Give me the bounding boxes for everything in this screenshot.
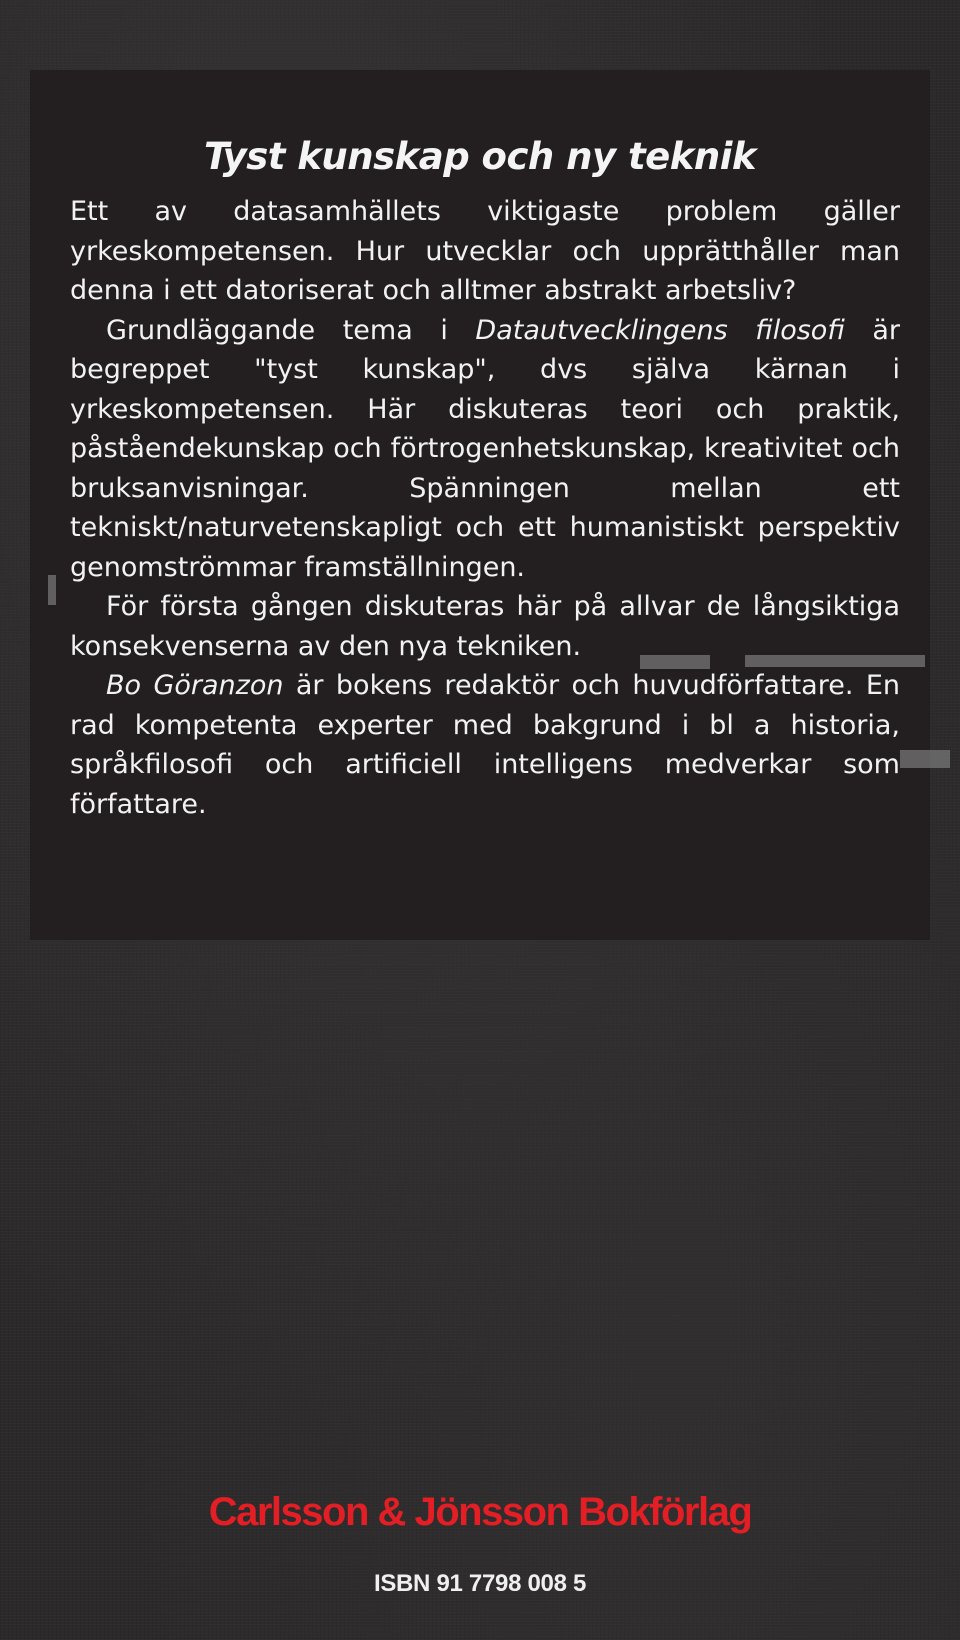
blurb-paragraph-4 (70, 666, 900, 824)
blurb-text: är bokens redaktör och huvudförfattare. En rad kompetenta experter med bakgrund i bl a historia, språkfilosofi och artificiell intelligens medverkar som författare. (70, 670, 900, 820)
scan-speck (745, 655, 925, 667)
book-title-italic: Datautvecklingens filosofi (475, 314, 845, 346)
scan-speck (48, 575, 56, 605)
blurb-text: Grundläggande tema i (106, 314, 476, 346)
editor-name-italic: Bo Göranzon (106, 670, 284, 701)
isbn: ISBN 91 7798 008 5 (373, 1570, 587, 1597)
publisher-name: Carlsson & Jönsson Bokförlag (208, 1490, 752, 1534)
scan-speck (640, 655, 710, 669)
blurb-text: För första gången diskuteras här på allvar de långsiktiga konsekvenserna av den nya tekniken. (70, 591, 900, 662)
cover-title: Tyst kunskap och ny teknik (203, 135, 756, 178)
blurb-paragraph-2 (70, 311, 900, 588)
blurb-paragraph-1 (70, 192, 900, 311)
blurb (70, 192, 900, 824)
blurb-text: är begreppet "tyst kunskap", dvs själva kärnan i yrkeskompetensen. Här diskuteras teori och praktik, påståendekunskap och förtrogenhetskunskap, kreativitet och bruksanvisningar. Spänningen mellan ett tekniskt/naturvetenskapligt och ett humanistiskt perspektiv genomströmmar framställningen. (70, 314, 900, 583)
blurb-text: Ett av datasamhällets viktigaste problem gäller yrkeskompetensen. Hur utvecklar och upprätthåller man denna i ett datoriserat och alltmer abstrakt arbetsliv? (70, 196, 900, 306)
scan-speck (900, 750, 950, 768)
